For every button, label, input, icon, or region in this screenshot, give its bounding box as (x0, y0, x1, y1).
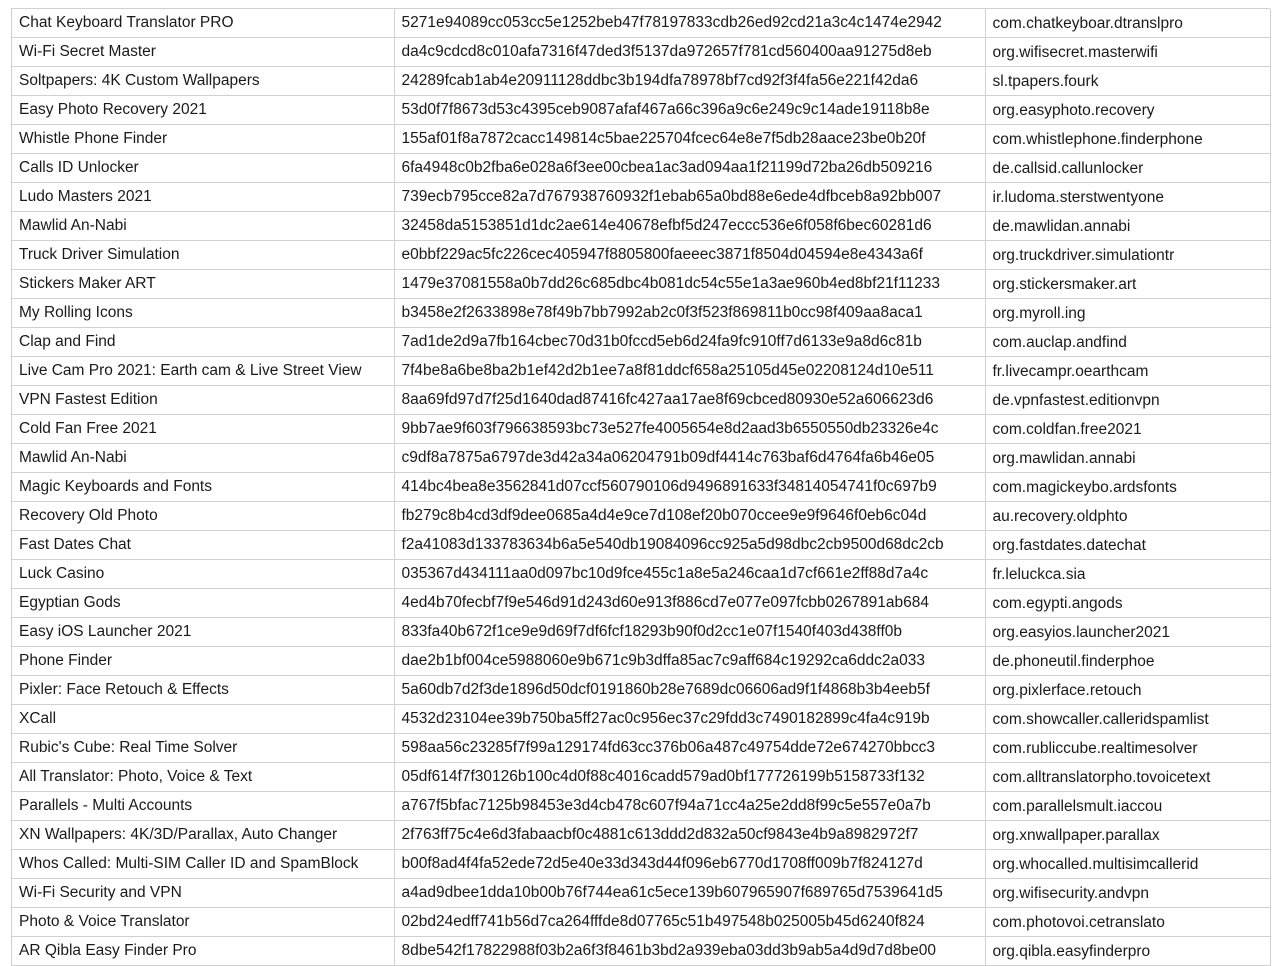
hash-cell[interactable]: 4532d23104ee39b750ba5ff27ac0c956ec37c29fdd3c7490182899c4fa4c919b (394, 705, 985, 734)
app-table (11, 8, 1270, 966)
app-name-cell[interactable]: Calls ID Unlocker (12, 154, 394, 183)
hash-cell[interactable]: 1479e37081558a0b7dd26c685dbc4b081dc54c55e1a3ae960b4ed8bf21f11233 (394, 270, 985, 299)
app-name-cell[interactable]: Cold Fan Free 2021 (12, 415, 394, 444)
hash-cell[interactable]: c9df8a7875a6797de3d42a34a06204791b09df4414c763baf6d4764fa6b46e05 (394, 444, 985, 473)
app-name-cell[interactable]: Luck Casino (12, 560, 394, 589)
table-row (12, 183, 1270, 212)
package-cell[interactable]: org.myroll.ing (985, 299, 1270, 328)
app-name-cell[interactable]: XCall (12, 705, 394, 734)
hash-cell[interactable]: f2a41083d133783634b6a5e540db19084096cc925a5d98dbc2cb9500d68dc2cb (394, 531, 985, 560)
app-name-cell[interactable]: Wi-Fi Security and VPN (12, 879, 394, 908)
hash-cell[interactable]: 5271e94089cc053cc5e1252beb47f78197833cdb26ed92cd21a3c4c1474e2942 (394, 9, 985, 38)
app-name-cell[interactable]: Recovery Old Photo (12, 502, 394, 531)
package-cell[interactable]: au.recovery.oldphto (985, 502, 1270, 531)
package-cell[interactable]: com.photovoi.cetranslato (985, 908, 1270, 937)
hash-cell[interactable]: fb279c8b4cd3df9dee0685a4d4e9ce7d108ef20b070ccee9e9f9646f0eb6c04d (394, 502, 985, 531)
package-cell[interactable]: org.pixlerface.retouch (985, 676, 1270, 705)
app-name-cell[interactable]: VPN Fastest Edition (12, 386, 394, 415)
app-name-cell[interactable]: Photo & Voice Translator (12, 908, 394, 937)
table-row (12, 502, 1270, 531)
app-name-cell[interactable]: Parallels - Multi Accounts (12, 792, 394, 821)
app-name-cell[interactable]: Clap and Find (12, 328, 394, 357)
hash-cell[interactable]: 5a60db7d2f3de1896d50dcf0191860b28e7689dc06606ad9f1f4868b3b4eeb5f (394, 676, 985, 705)
package-cell[interactable]: com.rubliccube.realtimesolver (985, 734, 1270, 763)
package-cell[interactable]: org.qibla.easyfinderpro (985, 937, 1270, 966)
app-name-cell[interactable]: Egyptian Gods (12, 589, 394, 618)
package-cell[interactable]: com.whistlephone.finderphone (985, 125, 1270, 154)
table-row (12, 96, 1270, 125)
hash-cell[interactable]: 32458da5153851d1dc2ae614e40678efbf5d247eccc536e6f058f6bec60281d6 (394, 212, 985, 241)
app-name-cell[interactable]: Truck Driver Simulation (12, 241, 394, 270)
hash-cell[interactable]: e0bbf229ac5fc226cec405947f8805800faeeec3871f8504d04594e8e4343a6f (394, 241, 985, 270)
app-name-cell[interactable]: Easy iOS Launcher 2021 (12, 618, 394, 647)
app-name-cell[interactable]: Wi-Fi Secret Master (12, 38, 394, 67)
package-cell[interactable]: sl.tpapers.fourk (985, 67, 1270, 96)
app-name-cell[interactable]: Ludo Masters 2021 (12, 183, 394, 212)
hash-cell[interactable]: b00f8ad4f4fa52ede72d5e40e33d343d44f096eb6770d1708ff009b7f824127d (394, 850, 985, 879)
hash-cell[interactable]: 2f763ff75c4e6d3fabaacbf0c4881c613ddd2d832a50cf9843e4b9a8982972f7 (394, 821, 985, 850)
table-row (12, 125, 1270, 154)
package-cell[interactable]: de.phoneutil.finderphoe (985, 647, 1270, 676)
table-row (12, 9, 1270, 38)
app-name-cell[interactable]: XN Wallpapers: 4K/3D/Parallax, Auto Changer (12, 821, 394, 850)
hash-cell[interactable]: 24289fcab1ab4e20911128ddbc3b194dfa78978bf7cd92f3f4fa56e221f42da6 (394, 67, 985, 96)
app-name-cell[interactable]: Magic Keyboards and Fonts (12, 473, 394, 502)
hash-cell[interactable]: 9bb7ae9f603f796638593bc73e527fe4005654e8d2aad3b6550550db23326e4c (394, 415, 985, 444)
app-name-cell[interactable]: Whos Called: Multi-SIM Caller ID and SpamBlock (12, 850, 394, 879)
package-cell[interactable]: fr.leluckca.sia (985, 560, 1270, 589)
table-row (12, 241, 1270, 270)
table-row (12, 618, 1270, 647)
hash-cell[interactable]: 53d0f7f8673d53c4395ceb9087afaf467a66c396a9c6e249c9c14ade19118b8e (394, 96, 985, 125)
hash-cell[interactable]: 598aa56c23285f7f99a129174fd63cc376b06a487c49754dde72e674270bbcc3 (394, 734, 985, 763)
table-row (12, 328, 1270, 357)
table-row (12, 386, 1270, 415)
hash-cell[interactable]: 7f4be8a6be8ba2b1ef42d2b1ee7a8f81ddcf658a25105d45e02208124d10e511 (394, 357, 985, 386)
package-cell[interactable]: com.alltranslatorpho.tovoicetext (985, 763, 1270, 792)
table-row (12, 560, 1270, 589)
table-row (12, 647, 1270, 676)
table-row (12, 589, 1270, 618)
package-cell[interactable]: org.mawlidan.annabi (985, 444, 1270, 473)
hash-cell[interactable]: 8aa69fd97d7f25d1640dad87416fc427aa17ae8f69cbced80930e52a606623d6 (394, 386, 985, 415)
hash-cell[interactable]: dae2b1bf004ce5988060e9b671c9b3dffa85ac7c9aff684c19292ca6ddc2a033 (394, 647, 985, 676)
table-row (12, 792, 1270, 821)
app-name-cell[interactable]: Whistle Phone Finder (12, 125, 394, 154)
package-cell[interactable]: org.truckdriver.simulationtr (985, 241, 1270, 270)
app-name-cell[interactable]: Pixler: Face Retouch & Effects (12, 676, 394, 705)
table-body (12, 9, 1270, 966)
hash-cell[interactable]: 155af01f8a7872cacc149814c5bae225704fcec64e8e7f5db28aace23be0b20f (394, 125, 985, 154)
table-row (12, 531, 1270, 560)
table-row (12, 850, 1270, 879)
hash-cell[interactable]: 035367d434111aa0d097bc10d9fce455c1a8e5a246caa1d7cf661e2ff88d7a4c (394, 560, 985, 589)
package-cell[interactable]: org.xnwallpaper.parallax (985, 821, 1270, 850)
table-row (12, 357, 1270, 386)
hash-cell[interactable]: 833fa40b672f1ce9e9d69f7df6fcf18293b90f0d2cc1e07f1540f403d438ff0b (394, 618, 985, 647)
package-cell[interactable]: org.wifisecurity.andvpn (985, 879, 1270, 908)
package-cell[interactable]: ir.ludoma.sterstwentyone (985, 183, 1270, 212)
table-row (12, 444, 1270, 473)
hash-cell[interactable]: 8dbe542f17822988f03b2a6f3f8461b3bd2a939eba03dd3b9ab5a4d9d7d8be00 (394, 937, 985, 966)
table-row (12, 676, 1270, 705)
hash-cell[interactable]: 739ecb795cce82a7d767938760932f1ebab65a0bd88e6ede4dfbceb8a92bb007 (394, 183, 985, 212)
package-cell[interactable]: com.auclap.andfind (985, 328, 1270, 357)
app-name-cell[interactable]: Stickers Maker ART (12, 270, 394, 299)
table-row (12, 299, 1270, 328)
table-row (12, 908, 1270, 937)
app-hash-table (12, 9, 1271, 966)
app-name-cell[interactable]: Chat Keyboard Translator PRO (12, 9, 394, 38)
app-name-cell[interactable]: AR Qibla Easy Finder Pro (12, 937, 394, 966)
package-cell[interactable]: org.stickersmaker.art (985, 270, 1270, 299)
app-name-cell[interactable]: Soltpapers: 4K Custom Wallpapers (12, 67, 394, 96)
table-row (12, 937, 1270, 966)
app-name-cell[interactable]: Live Cam Pro 2021: Earth cam & Live Street View (12, 357, 394, 386)
app-name-cell[interactable]: Mawlid An-Nabi (12, 444, 394, 473)
hash-cell[interactable]: 05df614f7f30126b100c4d0f88c4016cadd579ad0bf177726199b5158733f132 (394, 763, 985, 792)
table-row (12, 821, 1270, 850)
package-cell[interactable]: com.egypti.angods (985, 589, 1270, 618)
hash-cell[interactable]: 4ed4b70fecbf7f9e546d91d243d60e913f886cd7e077e097fcbb0267891ab684 (394, 589, 985, 618)
table-row (12, 473, 1270, 502)
app-name-cell[interactable]: Phone Finder (12, 647, 394, 676)
package-cell[interactable]: de.callsid.callunlocker (985, 154, 1270, 183)
package-cell[interactable]: de.mawlidan.annabi (985, 212, 1270, 241)
package-cell[interactable]: com.magickeybo.ardsfonts (985, 473, 1270, 502)
table-row (12, 879, 1270, 908)
table-row (12, 67, 1270, 96)
table-row (12, 734, 1270, 763)
package-cell[interactable]: fr.livecampr.oearthcam (985, 357, 1270, 386)
hash-cell[interactable]: 7ad1de2d9a7fb164cbec70d31b0fccd5eb6d24fa9fc910ff7d6133e9a8d6c81b (394, 328, 985, 357)
table-row (12, 705, 1270, 734)
hash-cell[interactable]: 414bc4bea8e3562841d07ccf560790106d9496891633f34814054741f0c697b9 (394, 473, 985, 502)
package-cell[interactable]: com.chatkeyboar.dtranslpro (985, 9, 1270, 38)
hash-cell[interactable]: b3458e2f2633898e78f49b7bb7992ab2c0f3f523f869811b0cc98f409aa8aca1 (394, 299, 985, 328)
package-cell[interactable]: de.vpnfastest.editionvpn (985, 386, 1270, 415)
app-name-cell[interactable]: Rubic's Cube: Real Time Solver (12, 734, 394, 763)
app-name-cell[interactable]: Mawlid An-Nabi (12, 212, 394, 241)
package-cell[interactable]: org.easyios.launcher2021 (985, 618, 1270, 647)
package-cell[interactable]: com.coldfan.free2021 (985, 415, 1270, 444)
app-name-cell[interactable]: My Rolling Icons (12, 299, 394, 328)
table-row (12, 415, 1270, 444)
table-row (12, 270, 1270, 299)
package-cell[interactable]: org.fastdates.datechat (985, 531, 1270, 560)
hash-cell[interactable]: 02bd24edff741b56d7ca264fffde8d07765c51b497548b025005b45d6240f824 (394, 908, 985, 937)
hash-cell[interactable]: 6fa4948c0b2fba6e028a6f3ee00cbea1ac3ad094aa1f21199d72ba26db509216 (394, 154, 985, 183)
hash-cell[interactable]: a4ad9dbee1dda10b00b76f744ea61c5ece139b607965907f689765d7539641d5 (394, 879, 985, 908)
app-name-cell[interactable]: All Translator: Photo, Voice & Text (12, 763, 394, 792)
package-cell[interactable]: org.whocalled.multisimcallerid (985, 850, 1270, 879)
hash-cell[interactable]: da4c9cdcd8c010afa7316f47ded3f5137da972657f781cd560400aa91275d8eb (394, 38, 985, 67)
table-row (12, 154, 1270, 183)
table-row (12, 38, 1270, 67)
hash-cell[interactable]: a767f5bfac7125b98453e3d4cb478c607f94a71cc4a25e2dd8f99c5e557e0a7b (394, 792, 985, 821)
table-row (12, 763, 1270, 792)
package-cell[interactable]: com.parallelsmult.iaccou (985, 792, 1270, 821)
app-name-cell[interactable]: Easy Photo Recovery 2021 (12, 96, 394, 125)
package-cell[interactable]: com.showcaller.calleridspamlist (985, 705, 1270, 734)
package-cell[interactable]: org.wifisecret.masterwifi (985, 38, 1270, 67)
app-name-cell[interactable]: Fast Dates Chat (12, 531, 394, 560)
package-cell[interactable]: org.easyphoto.recovery (985, 96, 1270, 125)
table-row (12, 212, 1270, 241)
